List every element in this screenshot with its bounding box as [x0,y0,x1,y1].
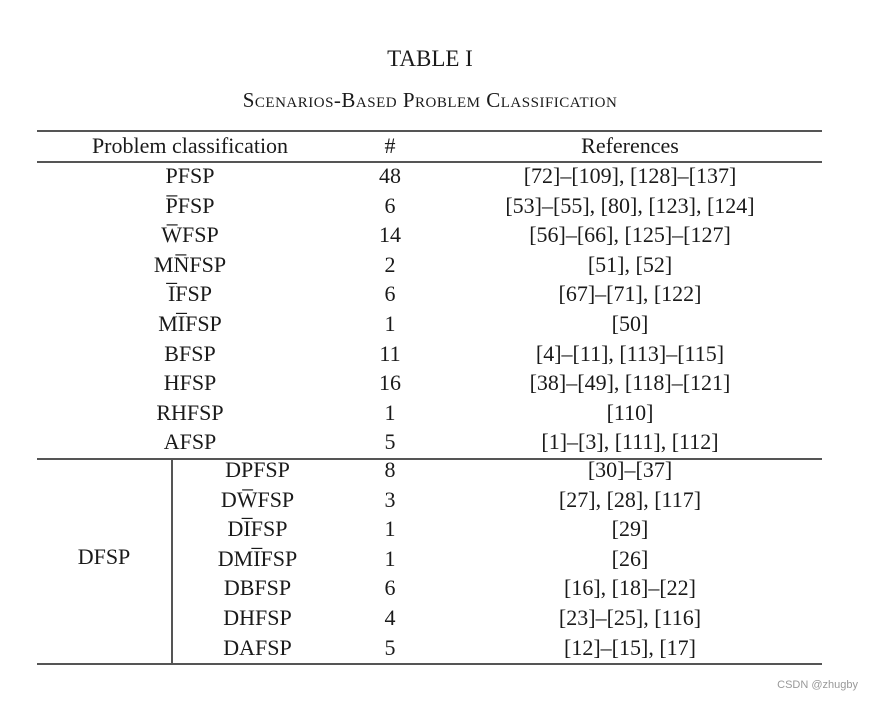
row-references: [50] [611,311,649,336]
group-row-references: [12]–[15], [17] [564,634,696,660]
group-row-references: [27], [28], [117] [558,486,702,512]
group-row-count: 3 [384,486,396,512]
group-row-count: 1 [384,545,396,571]
row-count: 6 [384,192,396,218]
table-number: TABLE I [387,46,473,71]
header-count: # [384,133,396,158]
row-count: 14 [379,222,401,248]
row-classification: W̅FSP [161,222,219,248]
group-row-references: [23]–[25], [116] [558,605,702,630]
group-row-references: [30]–[37] [587,457,673,482]
row-references: [110] [606,399,654,425]
row-count: 11 [379,340,401,366]
group-label: DFSP [77,544,131,569]
group-row-classification: DHFSP [223,605,292,630]
row-classification: PFSP [165,163,215,188]
table-title: Scenarios-Based Problem Classification [242,88,618,112]
group-row-count: 1 [384,516,396,542]
header-classification: Problem classification [91,133,289,158]
header-references: References [581,133,679,158]
row-classification: RHFSP [156,399,224,425]
row-count: 5 [384,429,396,455]
group-row-classification: DAFSP [223,634,292,660]
row-classification: P̅FSP [165,192,215,218]
group-row-classification: DPFSP [225,457,290,482]
row-count: 16 [379,370,401,396]
row-classification: AFSP [163,429,217,455]
group-row-classification: DBFSP [223,575,292,601]
row-count: 48 [379,163,401,188]
row-references: [53]–[55], [80], [123], [124] [505,192,755,218]
row-references: [56]–[66], [125]–[127] [529,222,731,248]
group-row-count: 8 [384,457,396,482]
group-row-references: [29] [611,516,649,542]
row-count: 2 [384,251,396,277]
group-row-classification: DMI̅FSP [217,545,298,571]
row-references: [67]–[71], [122] [558,281,702,307]
row-count: 6 [384,281,396,307]
row-references: [72]–[109], [128]–[137] [523,163,737,188]
row-references: [4]–[11], [113]–[115] [535,340,725,366]
row-count: 1 [384,311,396,336]
group-row-references: [26] [611,545,649,571]
row-classification: HFSP [163,370,217,396]
row-count: 1 [384,399,396,425]
row-references: [1]–[3], [111], [112] [541,429,719,455]
row-classification: MI̅FSP [158,311,222,336]
group-row-count: 5 [384,634,396,660]
row-references: [51], [52] [587,251,673,277]
group-row-count: 4 [384,605,396,630]
group-row-references: [16], [18]–[22] [564,575,696,601]
row-references: [38]–[49], [118]–[121] [529,370,731,396]
row-classification: BFSP [164,340,216,366]
watermark: CSDN @zhugby [777,679,858,691]
group-row-classification: DI̅FSP [227,516,288,542]
group-row-count: 6 [384,575,396,601]
bottom-rule [37,663,822,665]
group-row-classification: DW̅FSP [220,486,295,512]
row-classification: I̅FSP [167,281,213,307]
row-classification: MN̅FSP [153,251,227,277]
